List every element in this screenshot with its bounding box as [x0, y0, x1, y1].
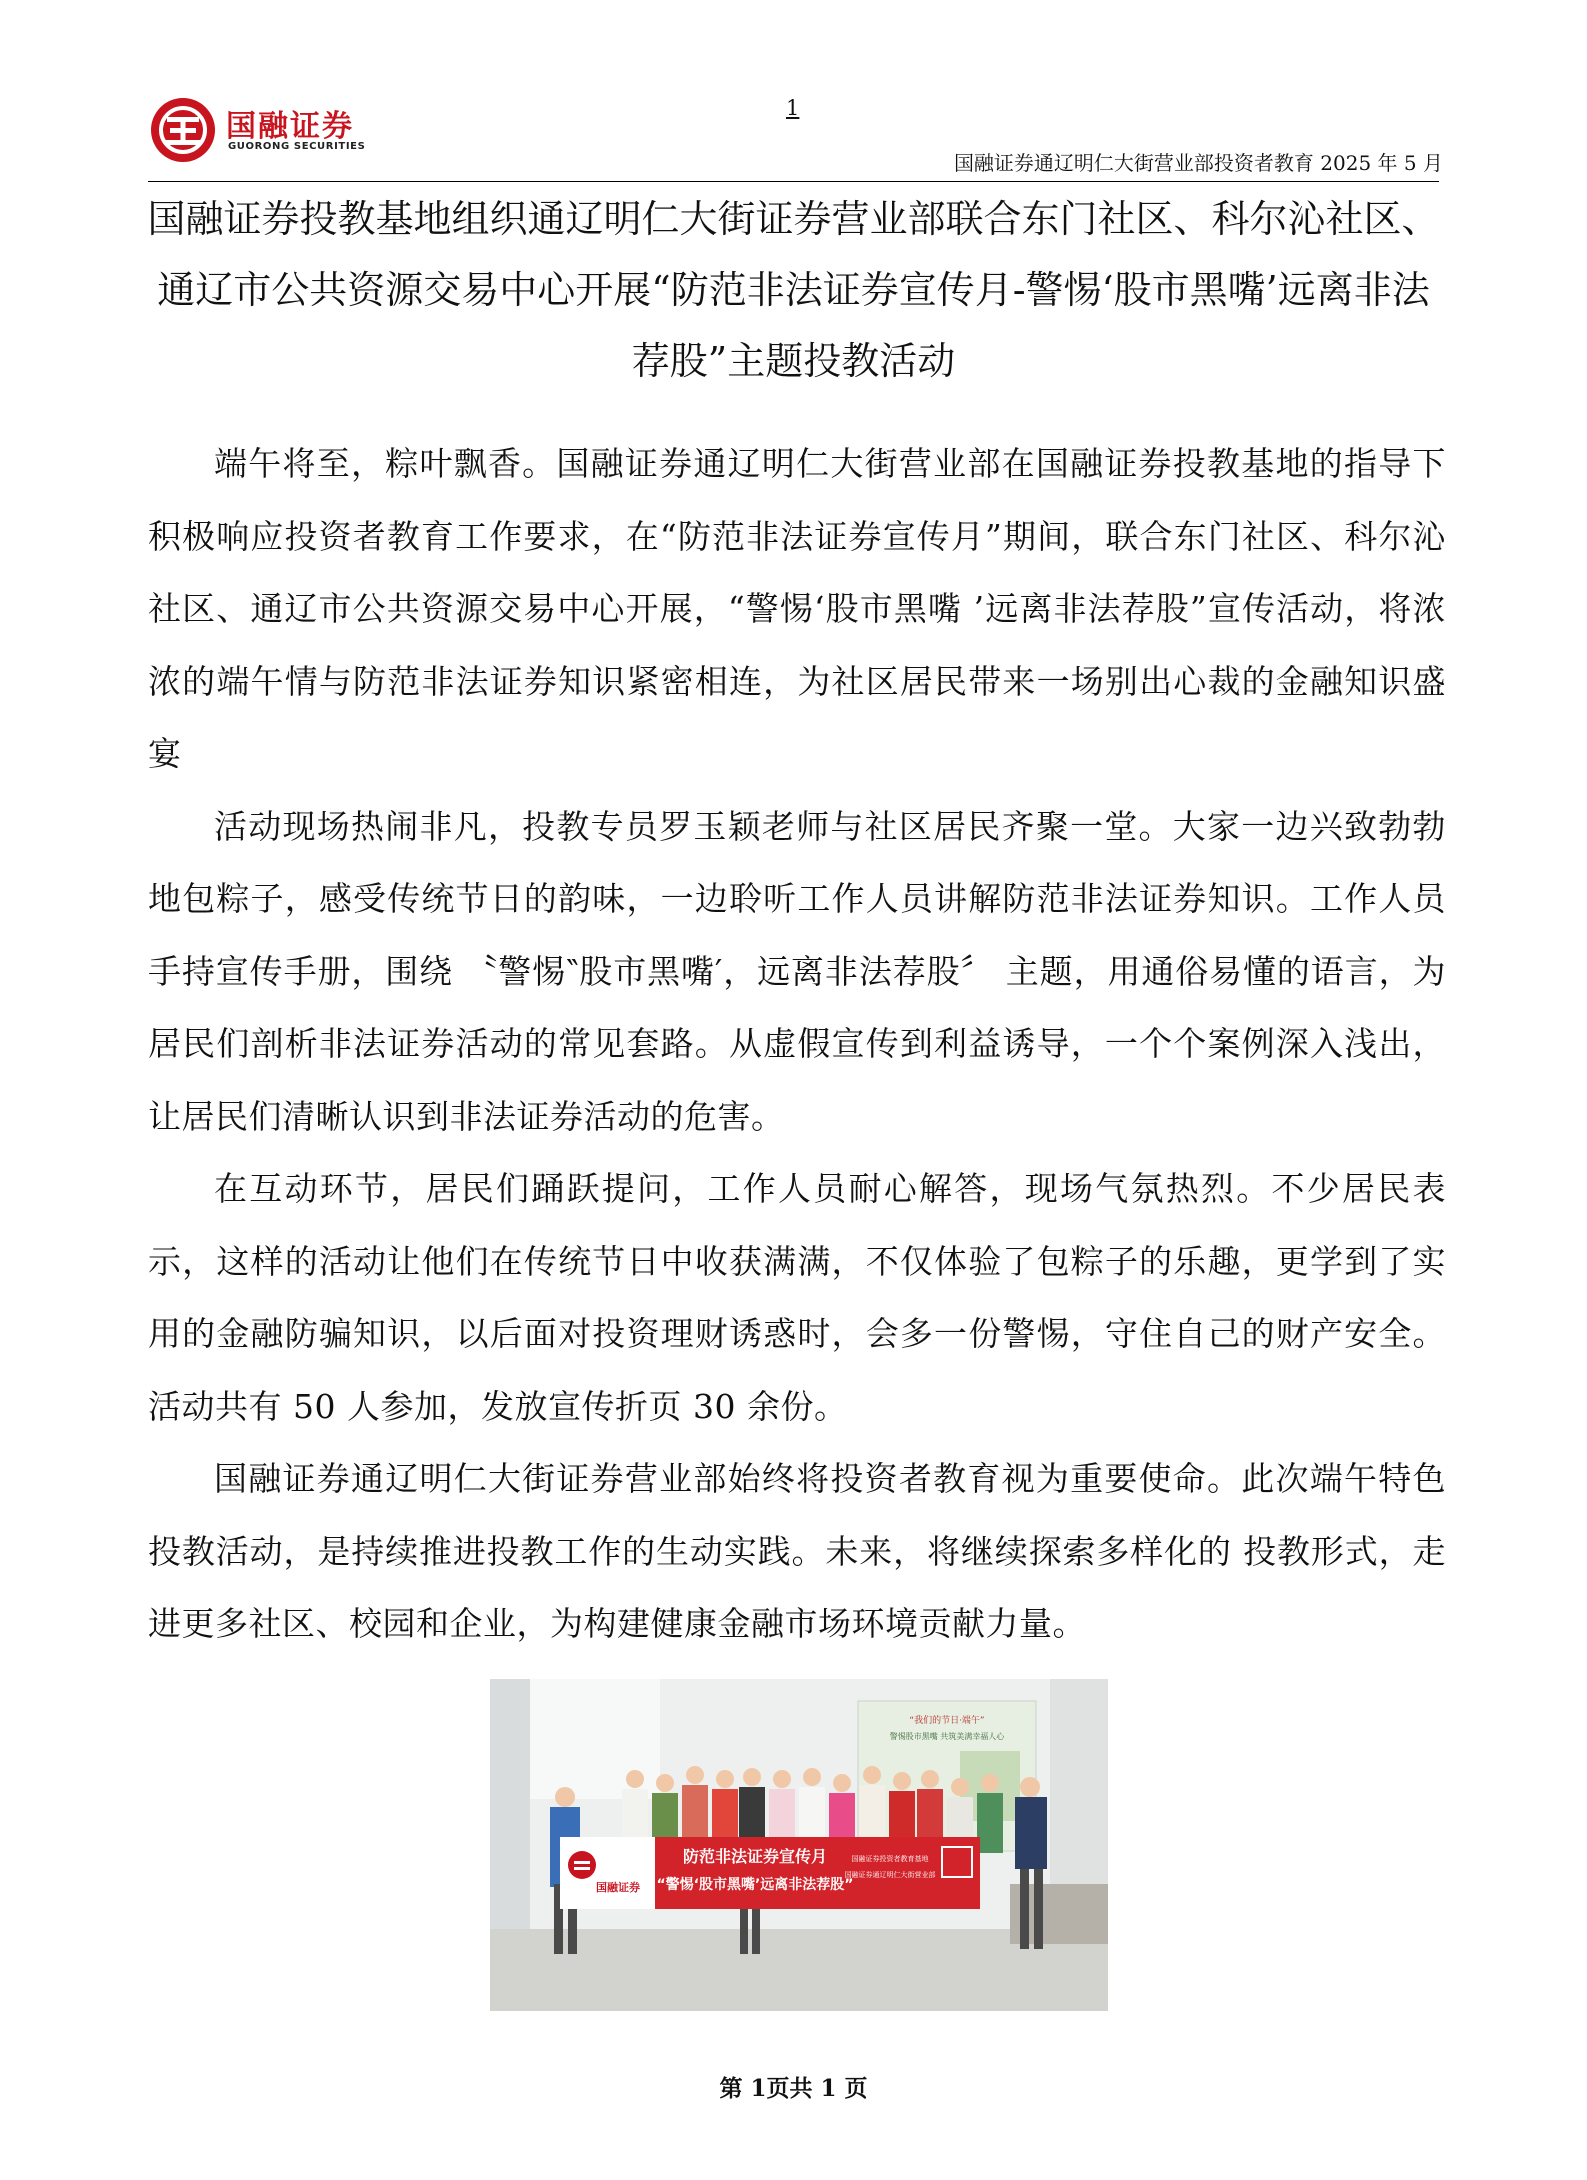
banner-headline: 防范非法证券宣传月 — [682, 1847, 828, 1866]
guorong-logo-icon — [150, 97, 216, 163]
header-page-number: 1 — [786, 96, 800, 120]
paragraph: 端午将至，粽叶飘香。国融证券通辽明仁大街营业部在国融证券投教基地的指导下积极响应投资者教育工作要求，在“防范非法证券宣传月”期间，联合东门社区、科尔沁社区、通辽市公共资源交易中心开展，“警惕‘股市黑嘴 ’远离非法荐股”宣传活动，将浓浓的端午情与防范非法证券知识紧密相连，为社区居民带来一场别出心裁的金融知识盛宴 — [148, 444, 1446, 773]
screen-subtitle-text: 警惕股市黑嘴 共筑美满幸福人心 — [889, 1732, 1005, 1741]
event-banner — [560, 1837, 980, 1909]
event-group-photo — [490, 1679, 1108, 2011]
logo-text: 国融证券 — [226, 109, 354, 144]
banner-org-branch: 国融证券通辽明仁大街营业部 — [844, 1871, 936, 1879]
paragraph: 活动现场热闹非凡，投教专员罗玉颖老师与社区居民齐聚一堂。大家一边兴致勃勃地包粽子，感受传统节日的韵味，一边聆听工作人员讲解防范非法证券知识。工作人员手持宣传手册，围绕 〝警惕‶股市黑嘴′，远离非法荐股〞 主题，用通俗易懂的语言，为居民们剖析非法证券活动的常见套路。从虚假宣传到利益诱导，一个个案例深入浅出，让居民们清晰认识到非法证券活动的危害。 — [148, 806, 1446, 1136]
header-divider — [148, 181, 1439, 182]
paragraph: 国融证券通辽明仁大街证券营业部始终将投资者教育视为重要使命。此次端午特色投教活动，是持续推进投教工作的生动实践。未来，将继续探索多样化的 投教形式，走进更多社区、校园和企业，为构建健康金融市场环境贡献力量。 — [148, 1459, 1446, 1643]
banner-org-base: 国融证券投资者教育基地 — [851, 1855, 929, 1863]
logo-subtext: GUORONG SECURITIES — [228, 141, 366, 152]
banner-logo-text: 国融证券 — [596, 1881, 640, 1894]
article-title: 国融证券投教基地组织通辽明仁大街证券营业部联合东门社区、科尔沁社区、通辽市公共资源交易中心开展“防范非法证券宣传月-警惕‘股市黑嘴’远离非法荐股”主题投教活动 — [147, 197, 1440, 383]
photo-illustration — [490, 1679, 1108, 2011]
paragraph: 在互动环节，居民们踊跃提问，工作人员耐心解答，现场气氛热烈。不少居民表示，这样的活动让他们在传统节日中收获满满，不仅体验了包粽子的乐趣，更学到了实用的金融防骗知识，以后面对投资理财诱惑时，会多一份警惕，守住自己的财产安全。活动共有 50 人参加，发放宣传折页 30 余份。 — [148, 1169, 1446, 1426]
banner-slogan: “警惕‘股市黑嘴’远离非法荐股” — [656, 1877, 854, 1893]
screen-title-text: “我们的节日·端午” — [909, 1716, 985, 1726]
article-body — [148, 428, 1446, 1661]
header-text: 国融证券通辽明仁大街营业部投资者教育 2025 年 5 月 — [953, 151, 1443, 175]
company-logo — [150, 93, 366, 163]
footer-page-info: 第 1页共 1 页 — [719, 2075, 868, 2102]
